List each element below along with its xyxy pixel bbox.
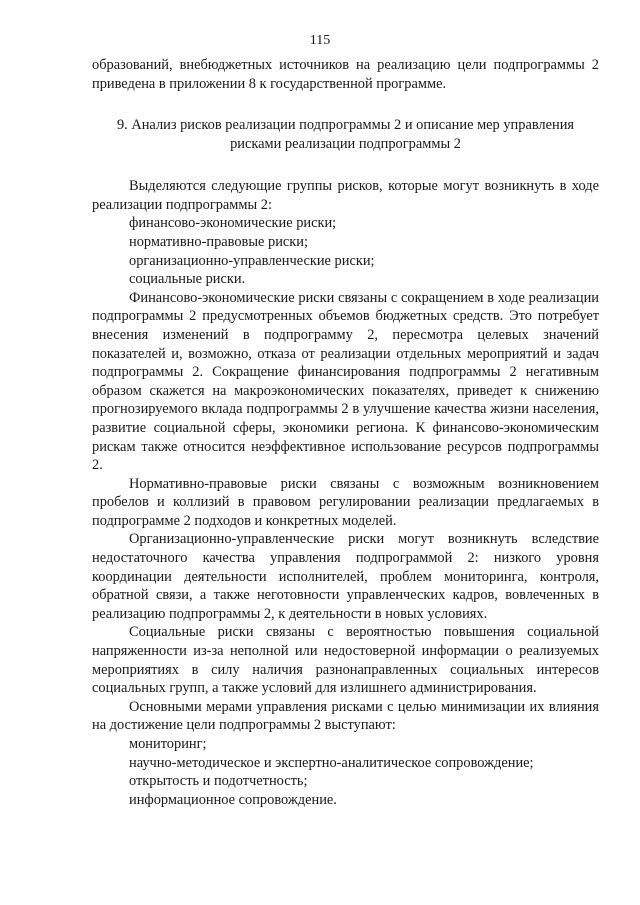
section-heading [92,116,599,154]
risk-group-item: организационно-управленческие риски; [129,252,375,269]
measures-intro: Основными мерами управления рисками с целью минимизации их влияния на достижение цели подпрограммы 2 выступают: [92,698,599,734]
risk-groups-intro: Выделяются следующие группы рисков, которые могут возникнуть в ходе реализации подпрограммы 2: [92,178,599,213]
measure-item: мониторинг; [129,736,207,752]
financial-risks-paragraph: Финансово-экономические риски связаны с сокращением в ходе реализации подпрограммы 2 предусмотренных объемов бюджетных средств. Это потребует внесения изменений в подпрограмму 2, пересмотра целевых значений показателей и, возможно, отказа от реализации отдельных мероприятий и задач подпрограммы 2. Сокращение финансирования подпрограммы 2 негативным образом скажется на макроэкономических показателях, приведет к снижению прогнозируемого вклада подпрограммы 2 в улучшение качества жизни населения, развитие социальной сферы, экономики региона. К финансово-экономическим рискам также относится неэффективное использование ресурсов подпрограммы 2. [92,289,599,474]
section-heading-line-1: 9. Анализ рисков реализации подпрограммы 2 и описание мер управления [116,117,575,134]
risk-group-item: социальные риски. [129,271,246,288]
measure-item: открытость и подотчетность; [129,773,308,790]
measure-item: информационное сопровождение. [129,791,337,808]
legal-risks-paragraph: Нормативно-правовые риски связаны с возможным возникновением пробелов и коллизий в правовом регулировании реализации предлагаемых в подпрограмме 2 подходов и конкретных моделей. [92,475,599,529]
measure-item: научно-методическое и экспертно-аналитическое сопровождение; [129,754,534,771]
organizational-risks-paragraph: Организационно-управленческие риски могут возникнуть вследствие недостаточного качества управления подпрограммой 2: низкого уровня координации деятельности исполнителей, проблем мониторинга, контроля, обратной связи, а также неготовности управленческих кадров, вовлеченных в реализацию подпрограммы 2, к деятельности в новых условиях. [92,531,599,622]
risk-group-item: нормативно-правовые риски; [129,233,308,250]
section-heading-line-2: рисками реализации подпрограммы 2 [230,136,461,153]
document-body [92,56,599,809]
risk-group-item: финансово-экономические риски; [129,215,337,232]
intro-paragraph: образований, внебюджетных источников на реализацию цели подпрограммы 2 приведена в приложении 8 к государственной программе. [92,57,599,92]
page-number: 115 [309,33,331,48]
social-risks-paragraph: Социальные риски связаны с вероятностью повышения социальной напряженности из-за неполной или недостоверной информации о реализуемых мероприятиях в силу наличия разнонаправленных социальных интересов социальных групп, а также условий для излишнего администрирования. [92,624,599,697]
